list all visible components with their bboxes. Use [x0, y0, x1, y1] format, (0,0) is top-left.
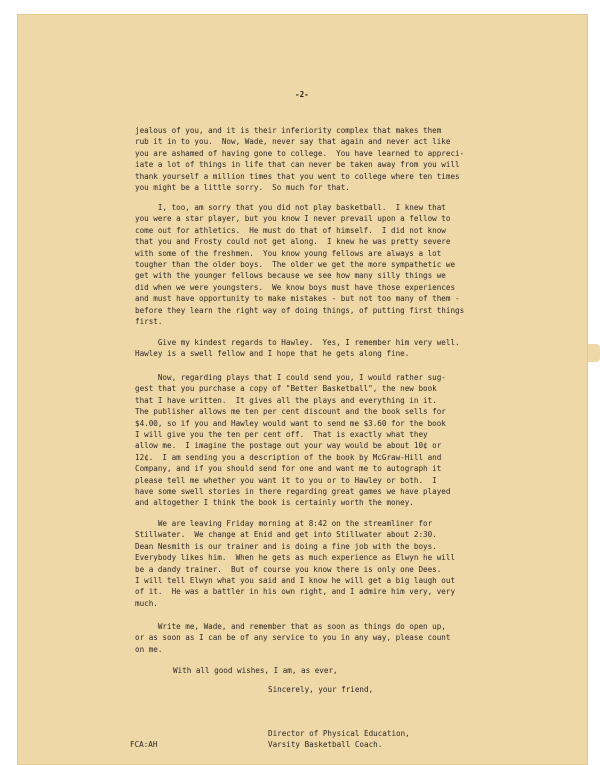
paragraph-6: Write me, Wade, and remember that as soon as things do open up, or as soon as I can be of any service to you in any way, please count on me.: [135, 622, 451, 654]
complimentary-close: Sincerely, your friend,: [268, 685, 374, 694]
paragraph-1: jealous of you, and it is their inferiority complex that makes them rub it in to you. Now, Wade, never say that again and never act like you are ashamed of having gone to college. You have learned to appreci- iate a lot of things in life that can never be taken away from you will thank yourself a million times that you went to college where ten times you might be a little sorry. So much for that.: [135, 126, 465, 193]
paragraph-3: Give my kindest regards to Hawley. Yes, I remember him very well. Hawley is a swell fellow and I hope that he gets along fine.: [135, 338, 460, 359]
signature-title-1: Director of Physical Education,: [268, 729, 410, 738]
reference-initials: FCA:AH: [130, 740, 158, 749]
signature-title-2: Varsity Basketball Coach.: [268, 740, 383, 749]
page-number: -2-: [295, 90, 309, 99]
paragraph-4: Now, regarding plays that I could send you, I would rather sug- gest that you purchase a copy of "Better Basketball", the new book that I have written. It gives all the plays and everything in it. The publisher allows me ten per cent discount and the book sells for $4.00, so if you and Hawley would want to send me $3.60 for the book I will give you the ten per cent off. That is exactly what they allow me. I imagine the postage out your way would be about 10¢ or 12¢. I am sending you a description of the book by McGraw-Hill and Company, and if you should send for one and want me to autograph it please tell me whether you want it to you or to Hawley or both. I have some swell stories in there regarding great games we have played and altogether I think the book is certainly worth the money.: [135, 373, 451, 508]
closing-line: With all good wishes, I am, as ever,: [173, 666, 338, 675]
paragraph-2: I, too, am sorry that you did not play basketball. I knew that you were a star player, but you know I never prevail upon a fellow to come out for athletics. He must do that of himself. I did not know that you and Frosty could not get along. I knew he was pretty severe with some of the freshmen. You know young fellows are always a lot tougher than the older boys. The older we get the more sympathetic we get with the younger fellows because we see how many silly things we did when we were youngsters. We know boys must have those experiences and must have opportunity to make mistakes - but not too many of them - before they learn the right way of doing things, of putting first things first.: [135, 203, 465, 327]
paragraph-5: We are leaving Friday morning at 8:42 on the streamliner for Stillwater. We change at Enid and get into Stillwater about 2:30. Dean Nesmith is our trainer and is doing a fine job with the boys. Everybody likes him. When he gets as much experience as Elwyn he will be a dandy trainer. But of course you know there is only one Dees. I will tell Elwyn what you said and I know he will get a big laugh out of it. He was a battler in his own right, and I admire him very, very much.: [135, 519, 456, 608]
paper-edge-tab: [588, 344, 600, 362]
